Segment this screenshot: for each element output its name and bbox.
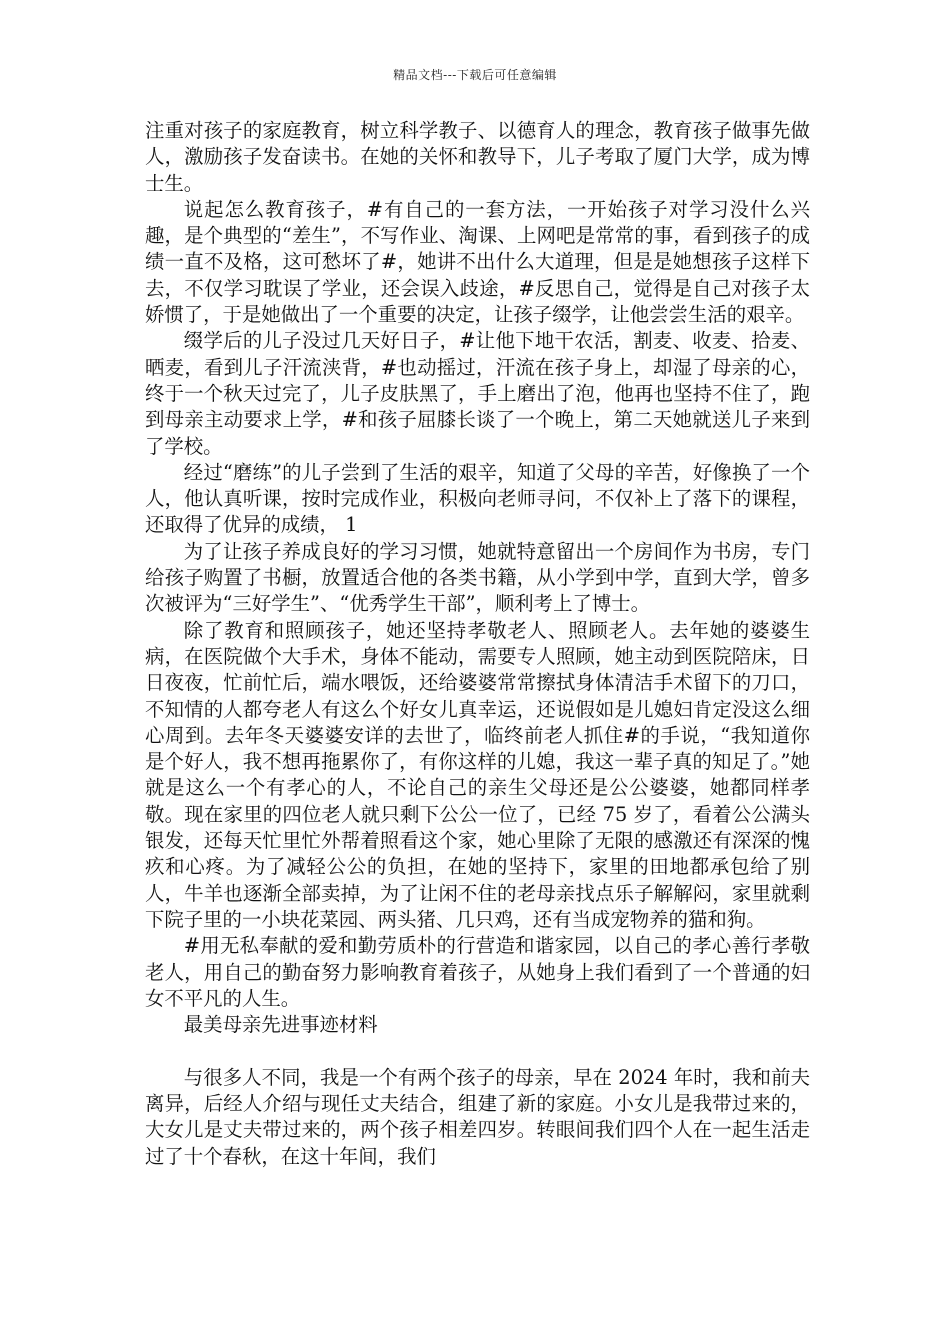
paragraph-1: 注重对孩子的家庭教育，树立科学教子、以德育人的理念，教育孩子做事先做人，激励孩子发奋读书。在她的关怀和教导下，儿子考取了厦门大学，成为博士生。 [145, 119, 810, 195]
document-body [145, 118, 810, 1170]
page-header: 精品文档---下载后可任意编辑 [393, 68, 557, 82]
paragraph-6: 除了教育和照顾孩子，她还坚持孝敬老人、照顾老人。去年她的婆婆生病，在医院做个大手术，身体不能动，需要专人照顾，她主动到医院陪床，日日夜夜，忙前忙后，端水喂饭，还给婆婆常常擦拭身体清洁手术留下的刀口，不知情的人都夸老人有这么个好女儿真幸运，还说假如是儿媳妇肯定没这么细心周到。去年冬天婆婆安详的去世了，临终前老人抓住#的手说，“我知道你是个好人，我不想再拖累你了，有你这样的儿媳，我这一辈子真的知足了。”她就是这么一个有孝心的人，不论自己的亲生父母还是公公婆婆，她都同样孝敬。现在家里的四位老人就只剩下公公一位了，已经 75 岁了，看着公公满头银发，还每天忙里忙外帮着照看这个家，她心里除了无限的感激还有深深的愧疚和心疼。为了减轻公公的负担，在她的坚持下，家里的田地都承包给了别人，牛羊也逐渐全部卖掉，为了让闲不住的老母亲找点乐子解解闷，家里就剩下院子里的一小块花菜园、两头猪、几只鸡，还有当成宠物养的猫和狗。 [145, 618, 810, 931]
paragraph-2: 说起怎么教育孩子，#有自己的一套方法，一开始孩子对学习没什么兴趣，是个典型的“差生”，不写作业、淘课、上网吧是常常的事，看到孩子的成绩一直不及格，这可愁坏了#，她讲不出什么大道理，但是是她想孩子这样下去，不仅学习耽误了学业，还会误入歧途，#反思自己，觉得是自己对孩子太娇惯了，于是她做出了一个重要的决定，让孩子缀学，让他尝尝生活的艰辛。 [145, 197, 810, 327]
paragraph-7: #用无私奉献的爱和勤劳质朴的行营造和谐家园，以自己的孝心善行孝敬老人，用自己的勤奋努力影响教育着孩子，从她身上我们看到了一个普通的妇女不平凡的人生。 [145, 934, 810, 1010]
blank-line [145, 1038, 810, 1064]
section-title: 最美母亲先进事迹材料 [183, 1013, 378, 1037]
intro-paragraph: 与很多人不同，我是一个有两个孩子的母亲，早在 2024 年时，我和前夫离异，后经人介绍与现任丈夫结合，组建了新的家庭。小女儿是我带过来的，大女儿是丈夫带过来的，两个孩子相差四岁。转眼间我们四个人在一起生活走过了十个春秋，在这十年间，我们 [145, 1065, 810, 1168]
paragraph-5: 为了让孩子养成良好的学习习惯，她就特意留出一个房间作为书房，专门给孩子购置了书橱，放置适合他的各类书籍，从小学到中学，直到大学，曾多次被评为“三好学生”、“优秀学生干部”，顺利考上了博士。 [145, 539, 810, 616]
paragraph-3: 缀学后的儿子没过几天好日子，#让他下地干农活，割麦、收麦、拾麦、晒麦，看到儿子汗流浃背，#也动摇过，汗流在孩子身上，却湿了母亲的心，终于一个秋天过完了，儿子皮肤黑了，手上磨出了泡，他再也坚持不住了，跑到母亲主动要求上学，#和孩子屈膝长谈了一个晚上，第二天她就送儿子来到了学校。 [145, 329, 810, 458]
paragraph-4: 经过“磨练”的儿子尝到了生活的艰辛，知道了父母的辛苦，好像换了一个人，他认真听课，按时完成作业，积极向老师寻问，不仅补上了落下的课程，还取得了优异的成绩， 1 [145, 460, 810, 537]
